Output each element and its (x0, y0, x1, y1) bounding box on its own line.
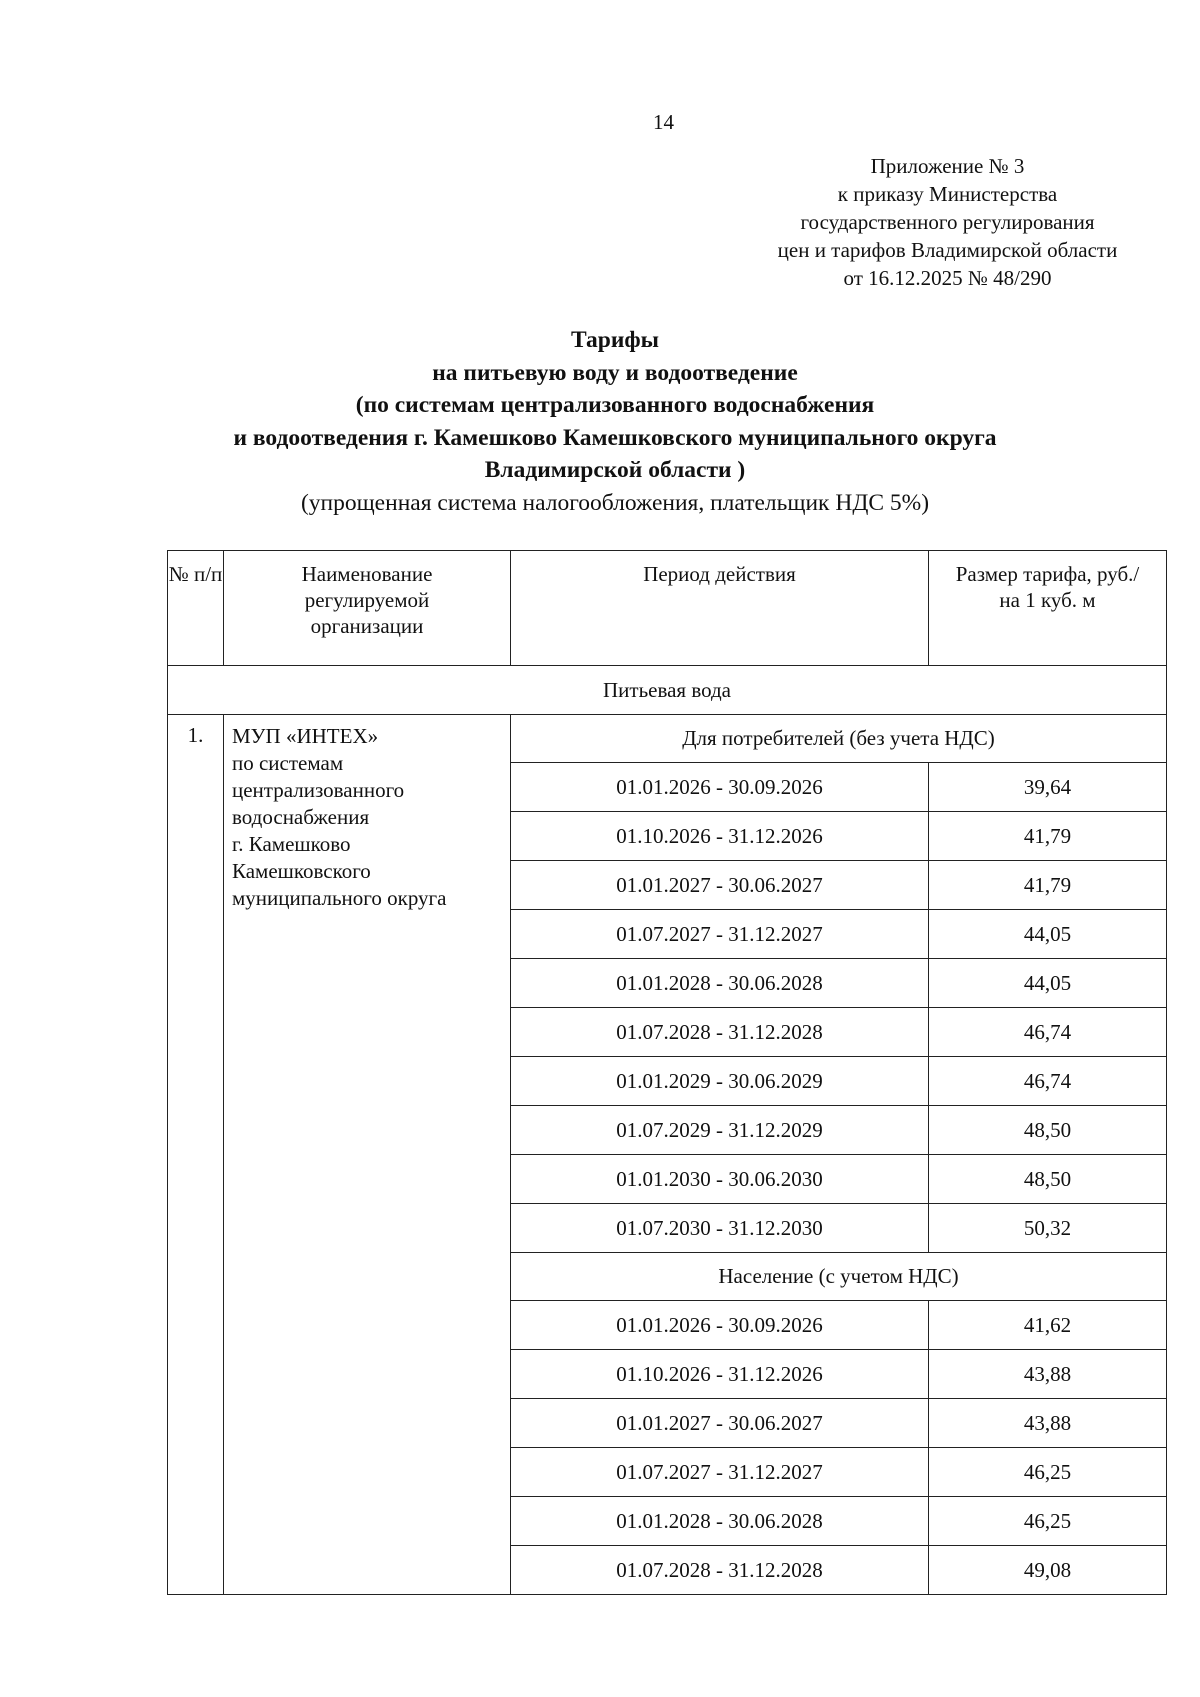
organization-line: г. Камешково (232, 832, 351, 856)
section-label: Питьевая вода (168, 666, 1167, 715)
table-header-row (168, 551, 1167, 666)
title-line: и водоотведения г. Камешково Камешковского муниципального округа (233, 424, 997, 451)
tariff-cell: 48,50 (929, 1155, 1167, 1204)
tariff-cell: 44,05 (929, 910, 1167, 959)
header-period: Период действия (511, 551, 929, 666)
tariff-cell: 46,74 (929, 1008, 1167, 1057)
tariff-cell: 44,05 (929, 959, 1167, 1008)
period-cell: 01.01.2027 - 30.06.2027 (511, 861, 929, 910)
tariff-cell: 41,79 (929, 861, 1167, 910)
period-cell: 01.01.2028 - 30.06.2028 (511, 959, 929, 1008)
annex-line: Приложение № 3 (870, 154, 1025, 178)
title-subtitle: (упрощенная система налогообложения, плательщик НДС 5%) (300, 489, 930, 516)
title-line: Тарифы (570, 327, 660, 353)
document-title (0, 324, 1200, 519)
organization-line: муниципального округа (232, 886, 447, 910)
organization-name (224, 715, 511, 1595)
annex-block (650, 152, 1200, 292)
period-cell: 01.07.2027 - 31.12.2027 (511, 1448, 929, 1497)
entry-number: 1. (168, 715, 224, 1595)
period-cell: 01.01.2029 - 30.06.2029 (511, 1057, 929, 1106)
period-cell: 01.10.2026 - 31.12.2026 (511, 1350, 929, 1399)
title-line: на питьевую воду и водоотведение (432, 359, 798, 386)
tariff-cell: 41,62 (929, 1301, 1167, 1350)
tariff-table (167, 550, 1167, 1595)
section-row (168, 666, 1167, 715)
period-cell: 01.01.2027 - 30.06.2027 (511, 1399, 929, 1448)
organization-line: Камешковского (232, 859, 371, 883)
period-cell: 01.07.2029 - 31.12.2029 (511, 1106, 929, 1155)
tariff-cell: 43,88 (929, 1350, 1167, 1399)
tariff-cell: 41,79 (929, 812, 1167, 861)
header-tariff: Размер тарифа, руб./на 1 куб. м (929, 551, 1167, 666)
tariff-cell: 43,88 (929, 1399, 1167, 1448)
annex-line: к приказу Министерства (837, 182, 1058, 206)
organization-line: водоснабжения (232, 805, 370, 829)
title-line: (по системам централизованного водоснабжения (355, 392, 875, 418)
organization-line: централизованного (232, 778, 405, 802)
period-cell: 01.07.2027 - 31.12.2027 (511, 910, 929, 959)
annex-line: цен и тарифов Владимирской области (777, 238, 1118, 262)
period-cell: 01.07.2028 - 31.12.2028 (511, 1546, 929, 1595)
tariff-cell: 46,25 (929, 1497, 1167, 1546)
organization-line: по системам (232, 751, 344, 775)
tariff-cell: 39,64 (929, 763, 1167, 812)
header-organization: Наименование регулируемой организации (224, 551, 511, 666)
group-label: Для потребителей (без учета НДС) (511, 715, 1167, 763)
tariff-cell: 46,74 (929, 1057, 1167, 1106)
page-number: 14 (653, 110, 674, 134)
group-label: Население (с учетом НДС) (511, 1253, 1167, 1301)
tariff-cell: 48,50 (929, 1106, 1167, 1155)
period-cell: 01.01.2026 - 30.09.2026 (511, 1301, 929, 1350)
period-cell: 01.07.2030 - 31.12.2030 (511, 1204, 929, 1253)
tariff-cell: 46,25 (929, 1448, 1167, 1497)
title-line: Владимирской области ) (484, 457, 746, 483)
annex-line: от 16.12.2025 № 48/290 (843, 266, 1052, 290)
period-cell: 01.07.2028 - 31.12.2028 (511, 1008, 929, 1057)
tariff-cell: 50,32 (929, 1204, 1167, 1253)
organization-line: МУП «ИНТЕХ» (232, 724, 379, 748)
group-header-row (168, 715, 1167, 763)
period-cell: 01.10.2026 - 31.12.2026 (511, 812, 929, 861)
period-cell: 01.01.2028 - 30.06.2028 (511, 1497, 929, 1546)
period-cell: 01.01.2026 - 30.09.2026 (511, 763, 929, 812)
annex-line: государственного регулирования (800, 210, 1095, 234)
header-number: № п/п (168, 551, 224, 666)
tariff-cell: 49,08 (929, 1546, 1167, 1595)
period-cell: 01.01.2030 - 30.06.2030 (511, 1155, 929, 1204)
